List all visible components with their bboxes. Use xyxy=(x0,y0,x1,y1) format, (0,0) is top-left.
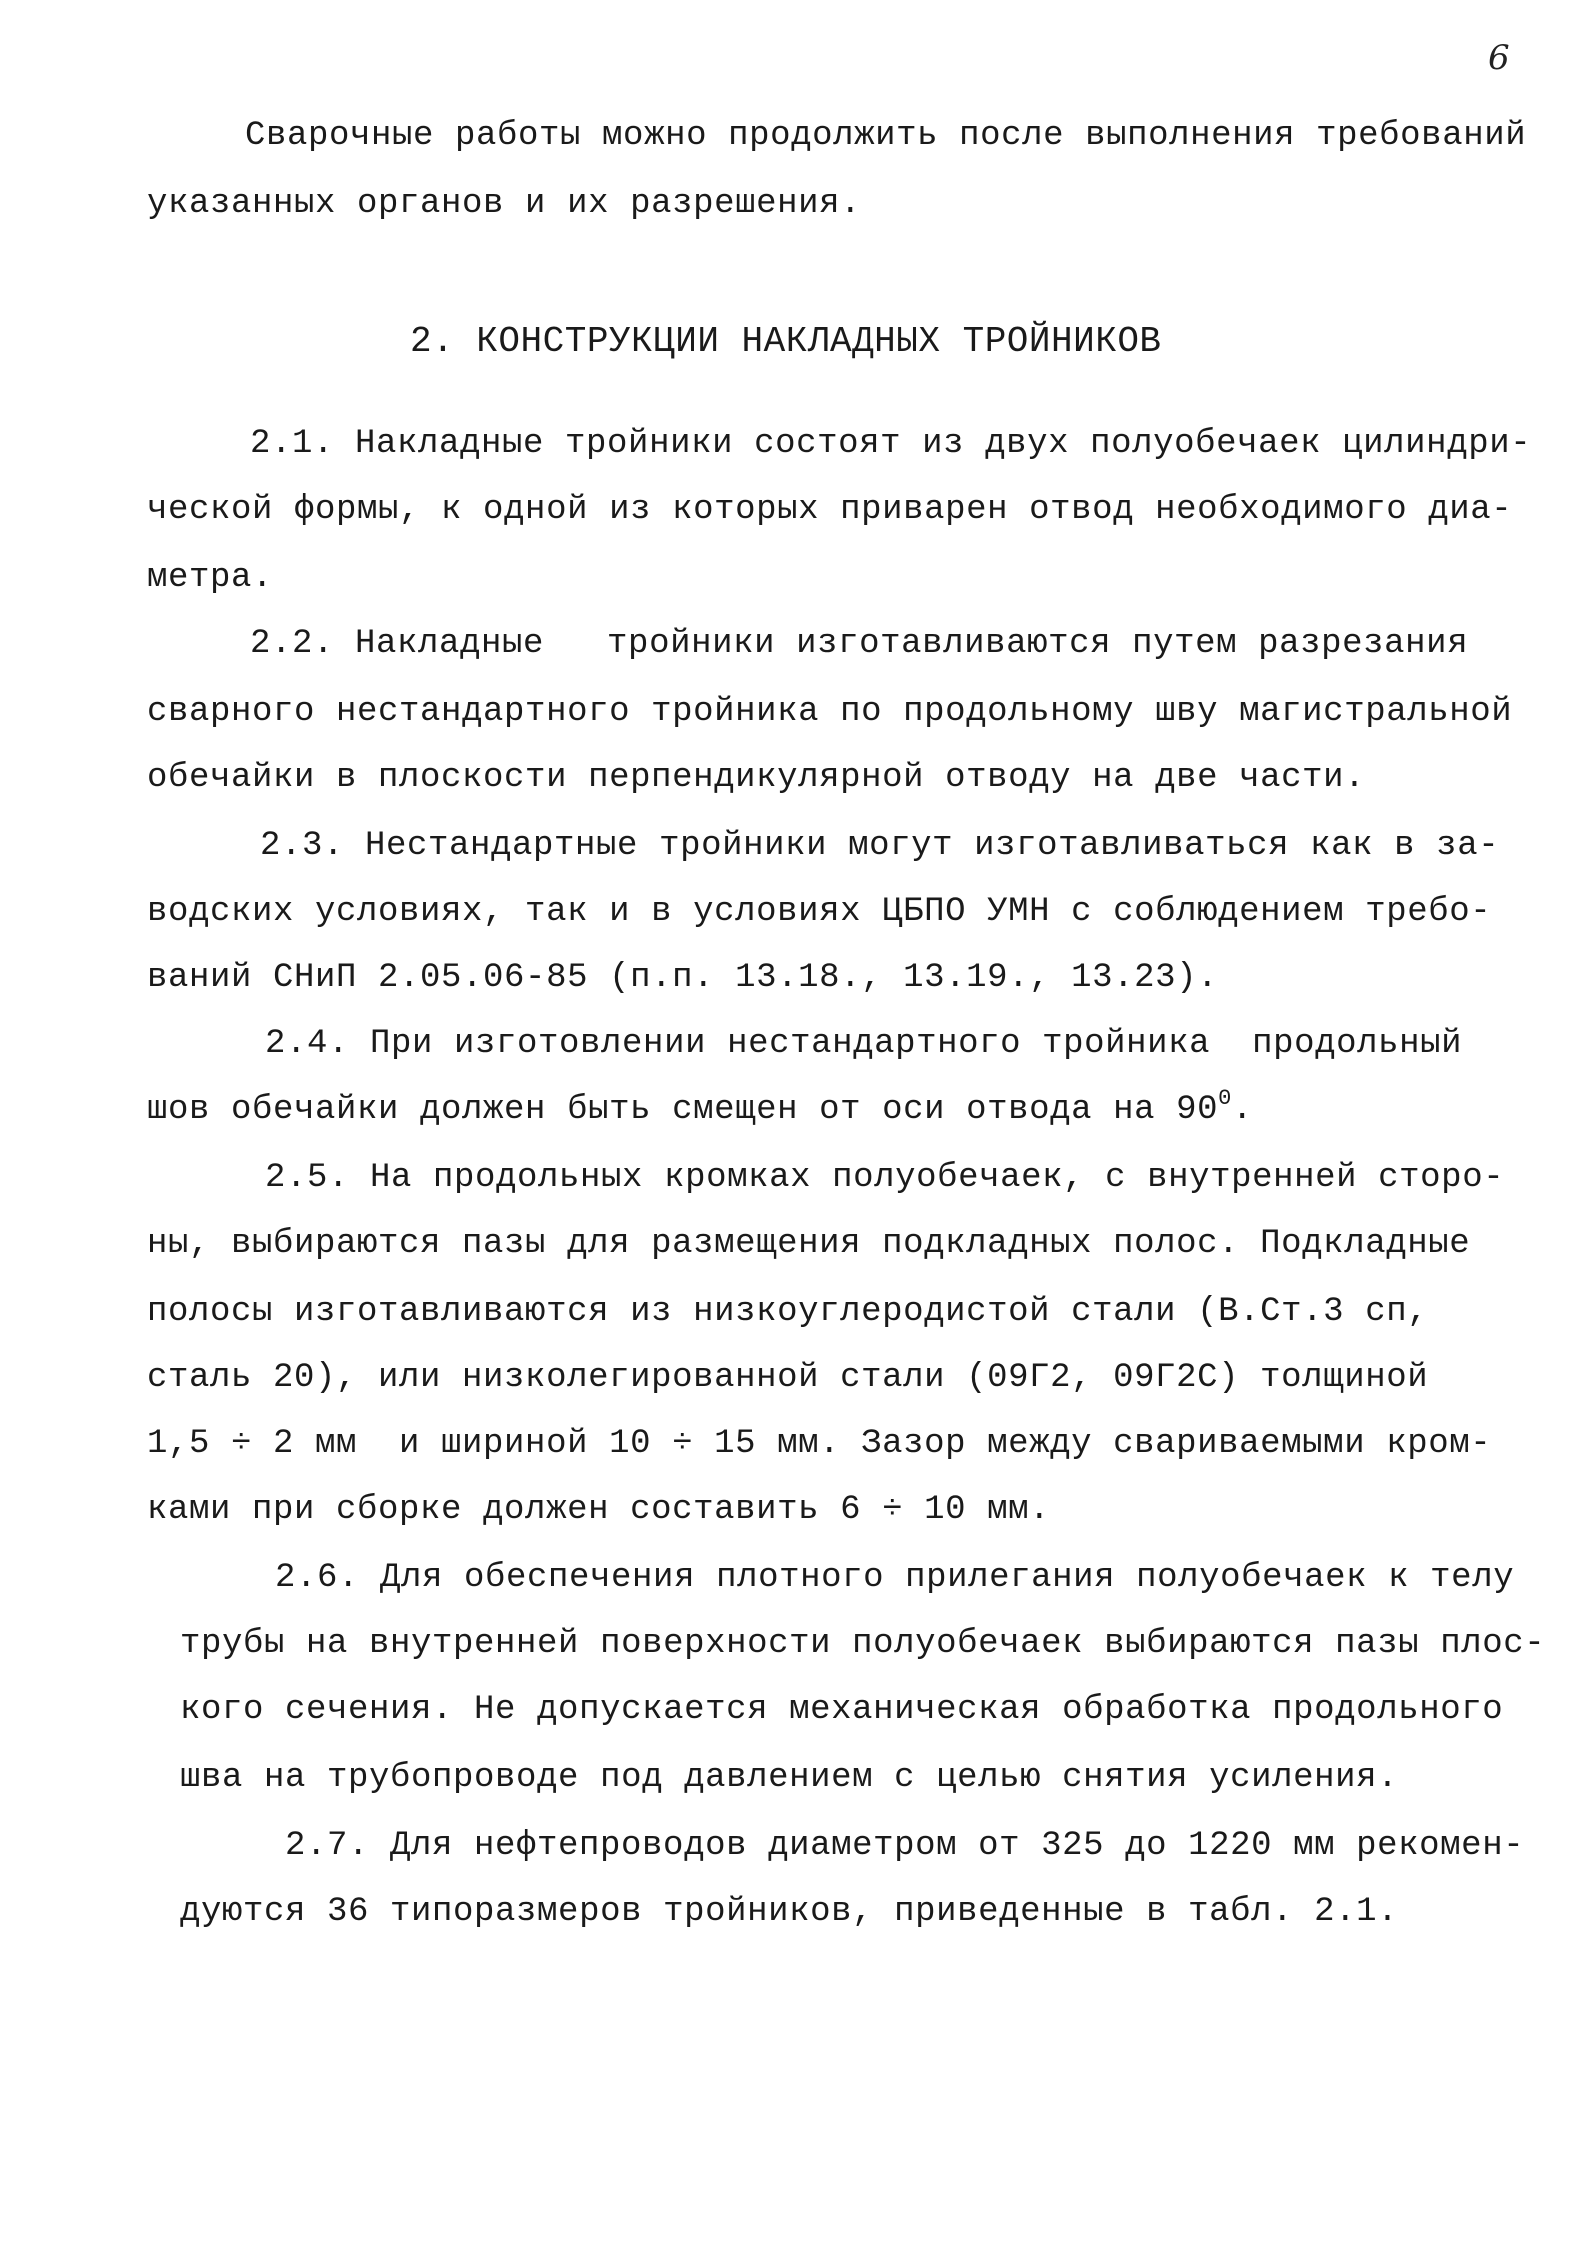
paragraph-2-6-line-4: шва на трубопроводе под давлением с целью снятия усиления. xyxy=(180,1759,1399,1797)
paragraph-2-1-line-3: метра. xyxy=(147,559,274,597)
paragraph-2-3-line-3: ваний СНиП 2.05.06-85 (п.п. 13.18., 13.19., 13.23). xyxy=(147,959,1219,997)
paragraph-2-2-line-3: обечайки в плоскости перпендикулярной отводу на две части. xyxy=(147,759,1366,797)
paragraph-2-2-line-2: сварного нестандартного тройника по продольному шву магистральной xyxy=(147,693,1513,731)
paragraph-2-5-line-4: сталь 20), или низколегированной стали (09Г2, 09Г2С) толщиной xyxy=(147,1359,1429,1397)
line-end-period: . xyxy=(1231,1091,1253,1129)
degree-superscript: 0 xyxy=(1218,1086,1232,1111)
intro-line-2: указанных органов и их разрешения. xyxy=(147,185,862,223)
paragraph-2-4-line-1: 2.4. При изготовлении нестандартного тройника продольный xyxy=(265,1025,1463,1063)
paragraph-2-5-line-1: 2.5. На продольных кромках полуобечаек, с внутренней сторо- xyxy=(265,1159,1505,1197)
paragraph-2-6-line-1: 2.6. Для обеспечения плотного прилегания полуобечаек к телу xyxy=(275,1559,1515,1597)
paragraph-2-6-line-2: трубы на внутренней поверхности полуобечаек выбираются пазы плос- xyxy=(180,1625,1546,1663)
paragraph-2-2-line-1: 2.2. Накладные тройники изготавливаются путем разрезания xyxy=(250,625,1469,663)
paragraph-2-3-line-2: водских условиях, так и в условиях ЦБПО УМН с соблюдением требо- xyxy=(147,893,1492,931)
paragraph-2-5-line-3: полосы изготавливаются из низкоуглеродистой стали (В.Ст.3 сп, xyxy=(147,1293,1429,1331)
paragraph-2-4-line-2-text: шов обечайки должен быть смещен от оси отвода на 90 xyxy=(147,1091,1219,1129)
paragraph-2-7-line-2: дуются 36 типоразмеров тройников, приведенные в табл. 2.1. xyxy=(180,1893,1399,1931)
paragraph-2-1-line-2: ческой формы, к одной из которых приварен отвод необходимого диа- xyxy=(147,491,1513,529)
page-number: 6 xyxy=(1488,38,1510,78)
paragraph-2-7-line-1: 2.7. Для нефтепроводов диаметром от 325 до 1220 мм рекомен- xyxy=(285,1827,1525,1865)
paragraph-2-6-line-3: кого сечения. Не допускается механическая обработка продольного xyxy=(180,1691,1504,1729)
paragraph-2-5-line-6: ками при сборке должен составить 6 ÷ 10 мм. xyxy=(147,1491,1051,1529)
section-heading: 2. КОНСТРУКЦИИ НАКЛАДНЫХ ТРОЙНИКОВ xyxy=(410,321,1162,362)
paragraph-2-5-line-2: ны, выбираются пазы для размещения подкладных полос. Подкладные xyxy=(147,1225,1471,1263)
paragraph-2-5-line-5: 1,5 ÷ 2 мм и шириной 10 ÷ 15 мм. Зазор между свариваемыми кром- xyxy=(147,1425,1492,1463)
intro-line-1: Сварочные работы можно продолжить после выполнения требований xyxy=(245,117,1527,155)
paragraph-2-4-line-2 xyxy=(147,1086,1253,1130)
paragraph-2-3-line-1: 2.3. Нестандартные тройники могут изготавливаться как в за- xyxy=(260,827,1500,865)
paragraph-2-1-line-1: 2.1. Накладные тройники состоят из двух полуобечаек цилиндри- xyxy=(250,425,1532,463)
